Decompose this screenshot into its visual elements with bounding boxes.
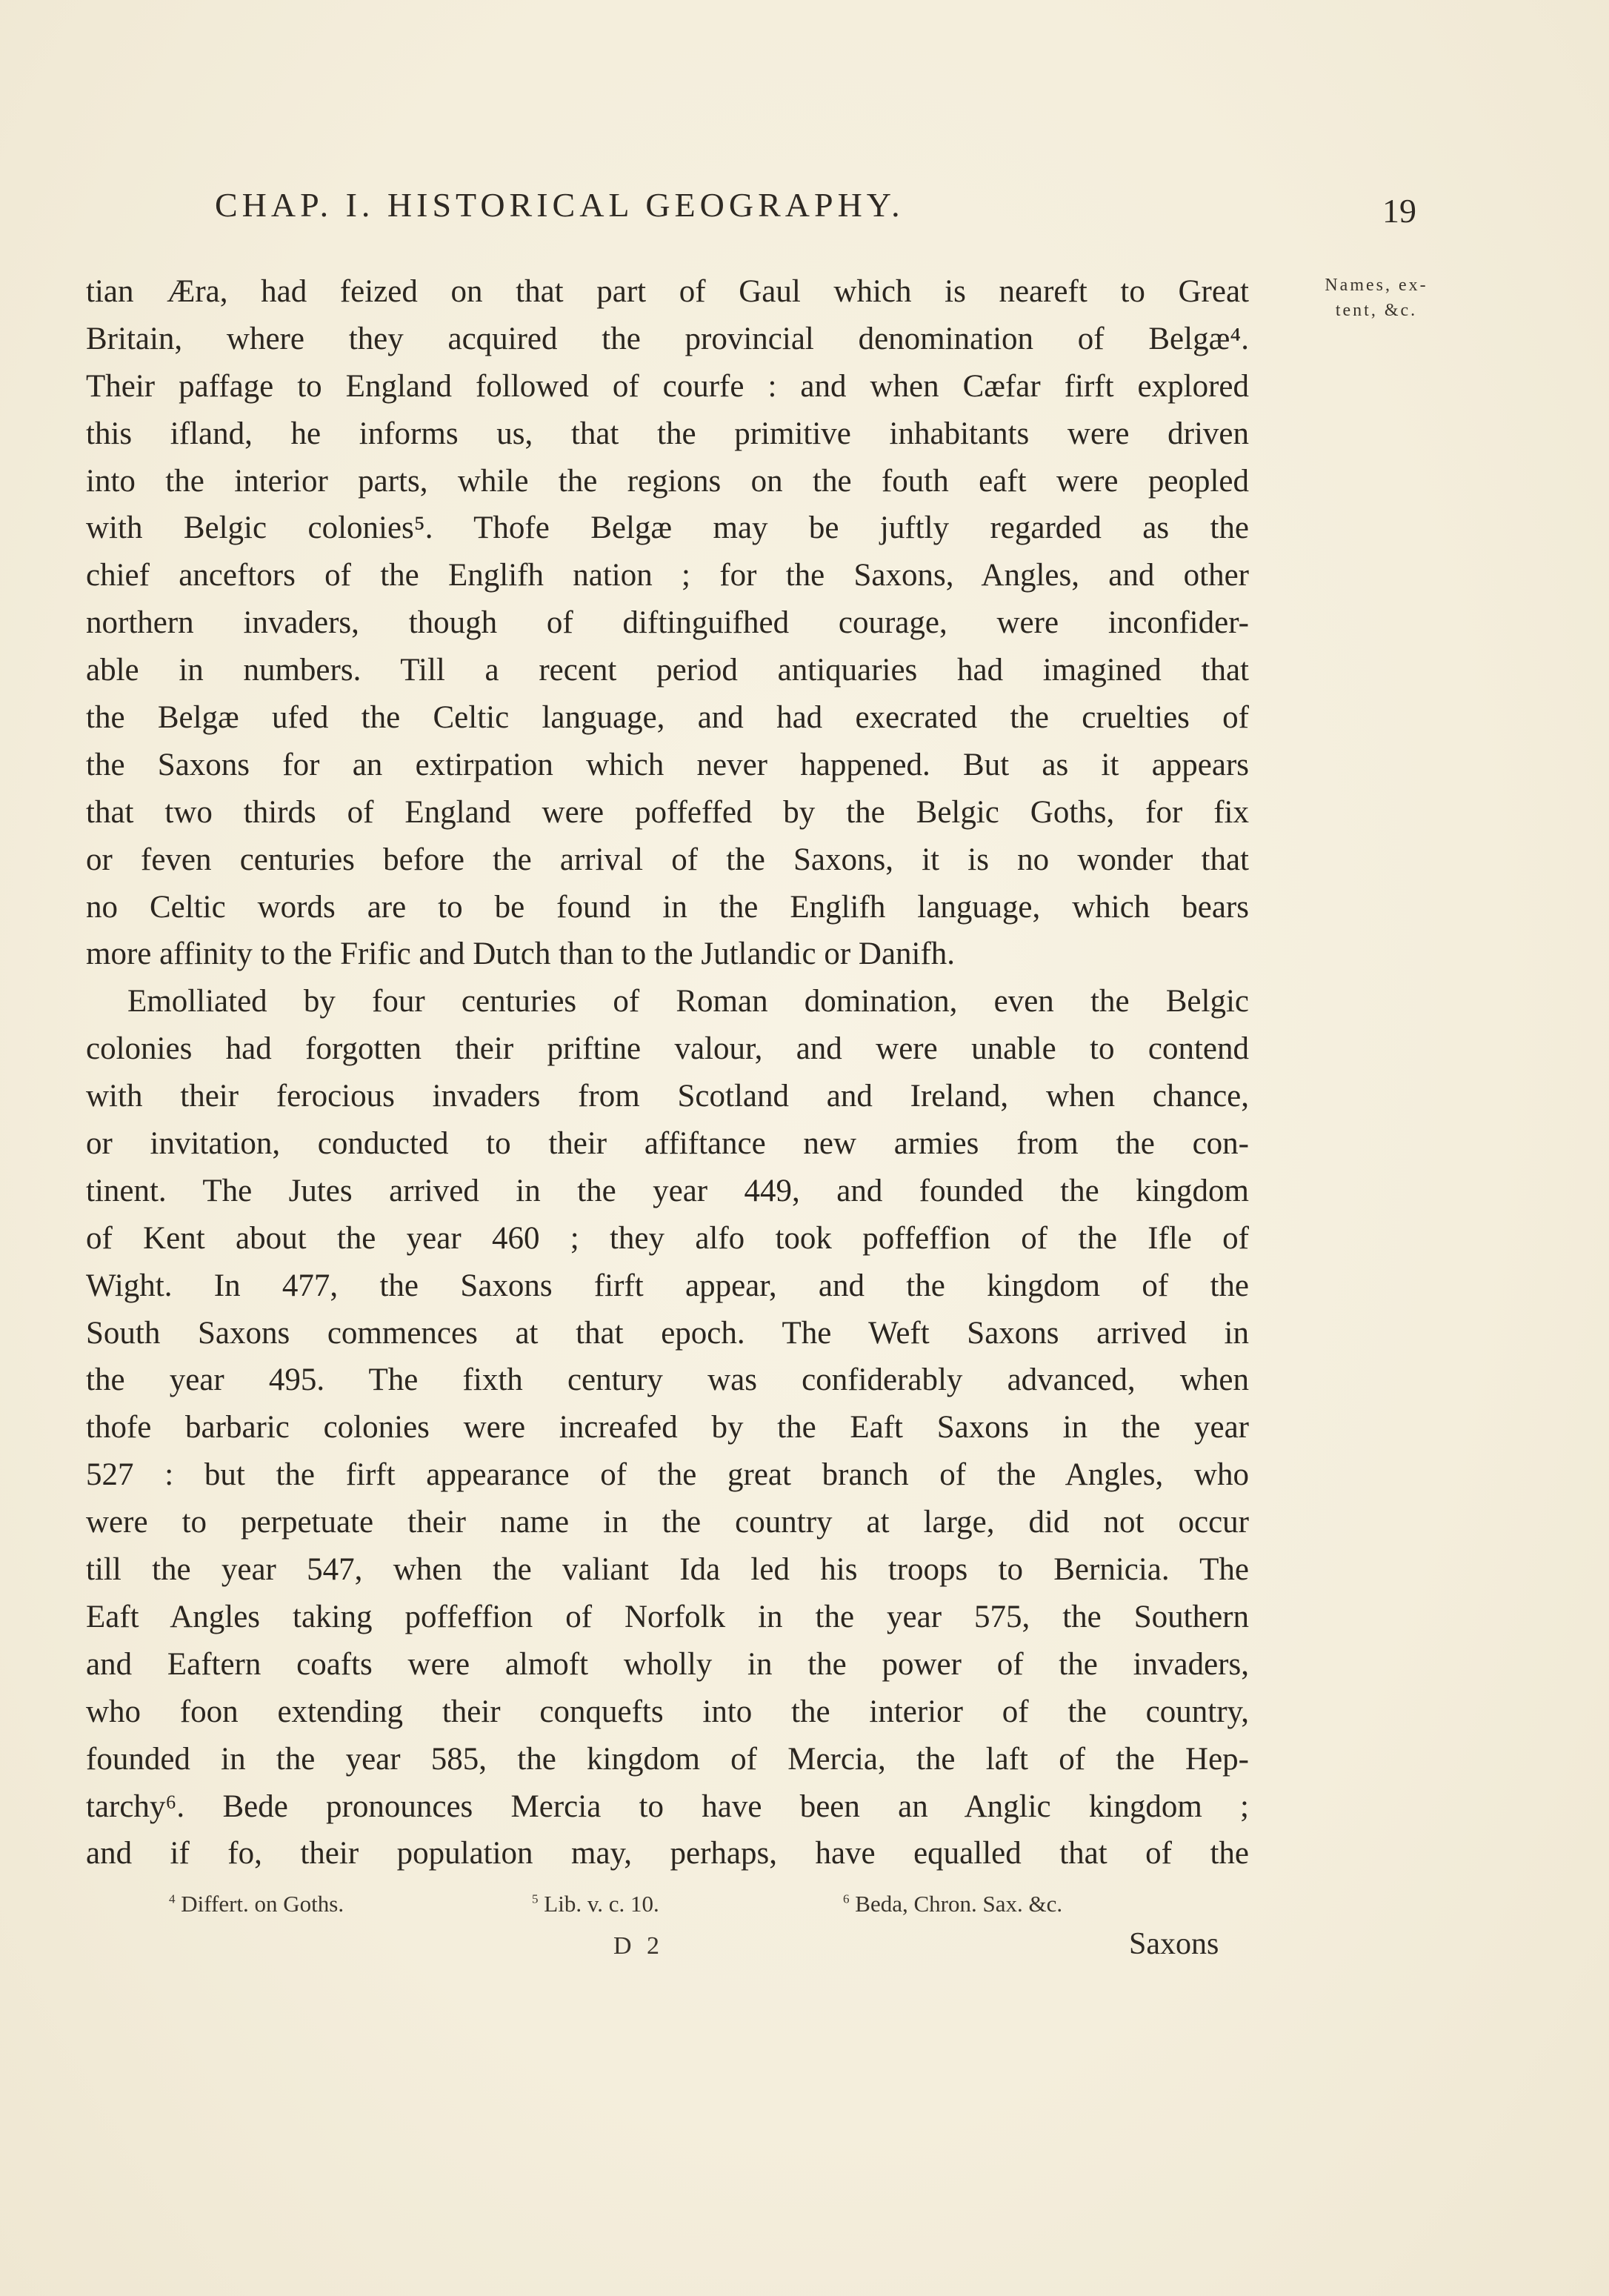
text-line: more affinity to the Frific and Dutch than to the Jutlandic or Danifh. [86,936,956,972]
text-line: able in numbers. Till a recent period antiquaries had imagined that [86,653,1249,688]
text-line: northern invaders, though of diftinguifhed courage, were inconfider- [86,605,1249,641]
footnote [843,1891,1062,1917]
text-line: Eaft Angles taking poffeffion of Norfolk in the year 575, the Southern [86,1599,1249,1634]
text-line: thofe barbaric colonies were increafed by the Eaft Saxons in the year [86,1410,1249,1445]
footnote-text: Differt. on Goths. [181,1891,344,1917]
text-line: or feven centuries before the arrival of the Saxons, it is no wonder that [86,842,1249,877]
page-number: 19 [1382,192,1416,230]
text-line: tian Æra, had feized on that part of Gaul which is neareft to Great [86,274,1249,309]
text-line: the year 495. The fixth century was confiderably advanced, when [86,1362,1249,1398]
body-text [86,268,1249,1877]
catchword: Saxons [1129,1927,1219,1961]
footnote-text: Lib. v. c. 10. [544,1891,659,1917]
text-line: that two thirds of England were poffeffed by the Belgic Goths, for fix [86,794,1249,830]
text-line: and Eaftern coafts were almoft wholly in the power of the invaders, [86,1646,1249,1682]
running-title: CHAP. I. HISTORICAL GEOGRAPHY. [215,186,905,224]
text-line: Wight. In 477, the Saxons firft appear, and the kingdom of the [86,1268,1249,1303]
text-line: were to perpetuate their name in the country at large, did not occur [86,1505,1249,1540]
text-line: of Kent about the year 460 ; they alfo took poffeffion of the Ifle of [86,1220,1249,1256]
footnote [532,1891,659,1917]
footnote-mark: 5 [532,1891,539,1906]
margin-note-line: tent, &c. [1335,301,1418,320]
text-line: till the year 547, when the valiant Ida led his troops to Bernicia. The [86,1552,1249,1588]
margin-note-line: Names, ex- [1325,276,1428,295]
text-line: with Belgic colonies⁵. Thofe Belgæ may be juftly regarded as the [86,510,1249,546]
text-line: 527 : but the firft appearance of the great branch of the Angles, who [86,1457,1249,1493]
footnote-mark: 4 [169,1891,176,1906]
margin-note [1295,273,1458,323]
text-line: chief anceftors of the Englifh nation ; for the Saxons, Angles, and other [86,558,1249,593]
text-line: the Saxons for an extirpation which never happened. But as it appears [86,747,1249,782]
text-line: who foon extending their conquefts into the interior of the country, [86,1694,1249,1729]
text-line: South Saxons commences at that epoch. The Weft Saxons arrived in [86,1315,1249,1351]
text-line: colonies had forgotten their priftine valour, and were unable to contend [86,1031,1249,1067]
text-line: into the interior parts, while the regions on the fouth eaft were peopled [86,463,1249,499]
text-line: tarchy⁶. Bede pronounces Mercia to have been an Anglic kingdom ; [86,1788,1249,1824]
text-line: this ifland, he informs us, that the primitive inhabitants were driven [86,416,1249,451]
text-line: no Celtic words are to be found in the Englifh language, which bears [86,889,1249,925]
text-line: and if fo, their population may, perhaps, have equalled that of the [86,1836,1249,1871]
footnote-mark: 6 [843,1891,850,1906]
text-line: Britain, where they acquired the provincial denomination of Belgæ⁴. [86,321,1249,356]
text-line: the Belgæ ufed the Celtic language, and had execrated the cruelties of [86,700,1249,736]
text-line: Their paffage to England followed of courfe : and when Cæfar firft explored [86,368,1249,404]
text-line: with their ferocious invaders from Scotland and Ireland, when chance, [86,1079,1249,1114]
text-line: tinent. The Jutes arrived in the year 449, and founded the kingdom [86,1173,1249,1208]
footnote [169,1891,344,1917]
text-line: founded in the year 585, the kingdom of Mercia, the laft of the Hep- [86,1741,1249,1777]
text-line: Emolliated by four centuries of Roman domination, even the Belgic [127,984,1249,1019]
footnote-text: Beda, Chron. Sax. &c. [855,1891,1063,1917]
signature-mark: D 2 [613,1932,664,1960]
text-line: or invitation, conducted to their affiftance new armies from the con- [86,1126,1249,1162]
